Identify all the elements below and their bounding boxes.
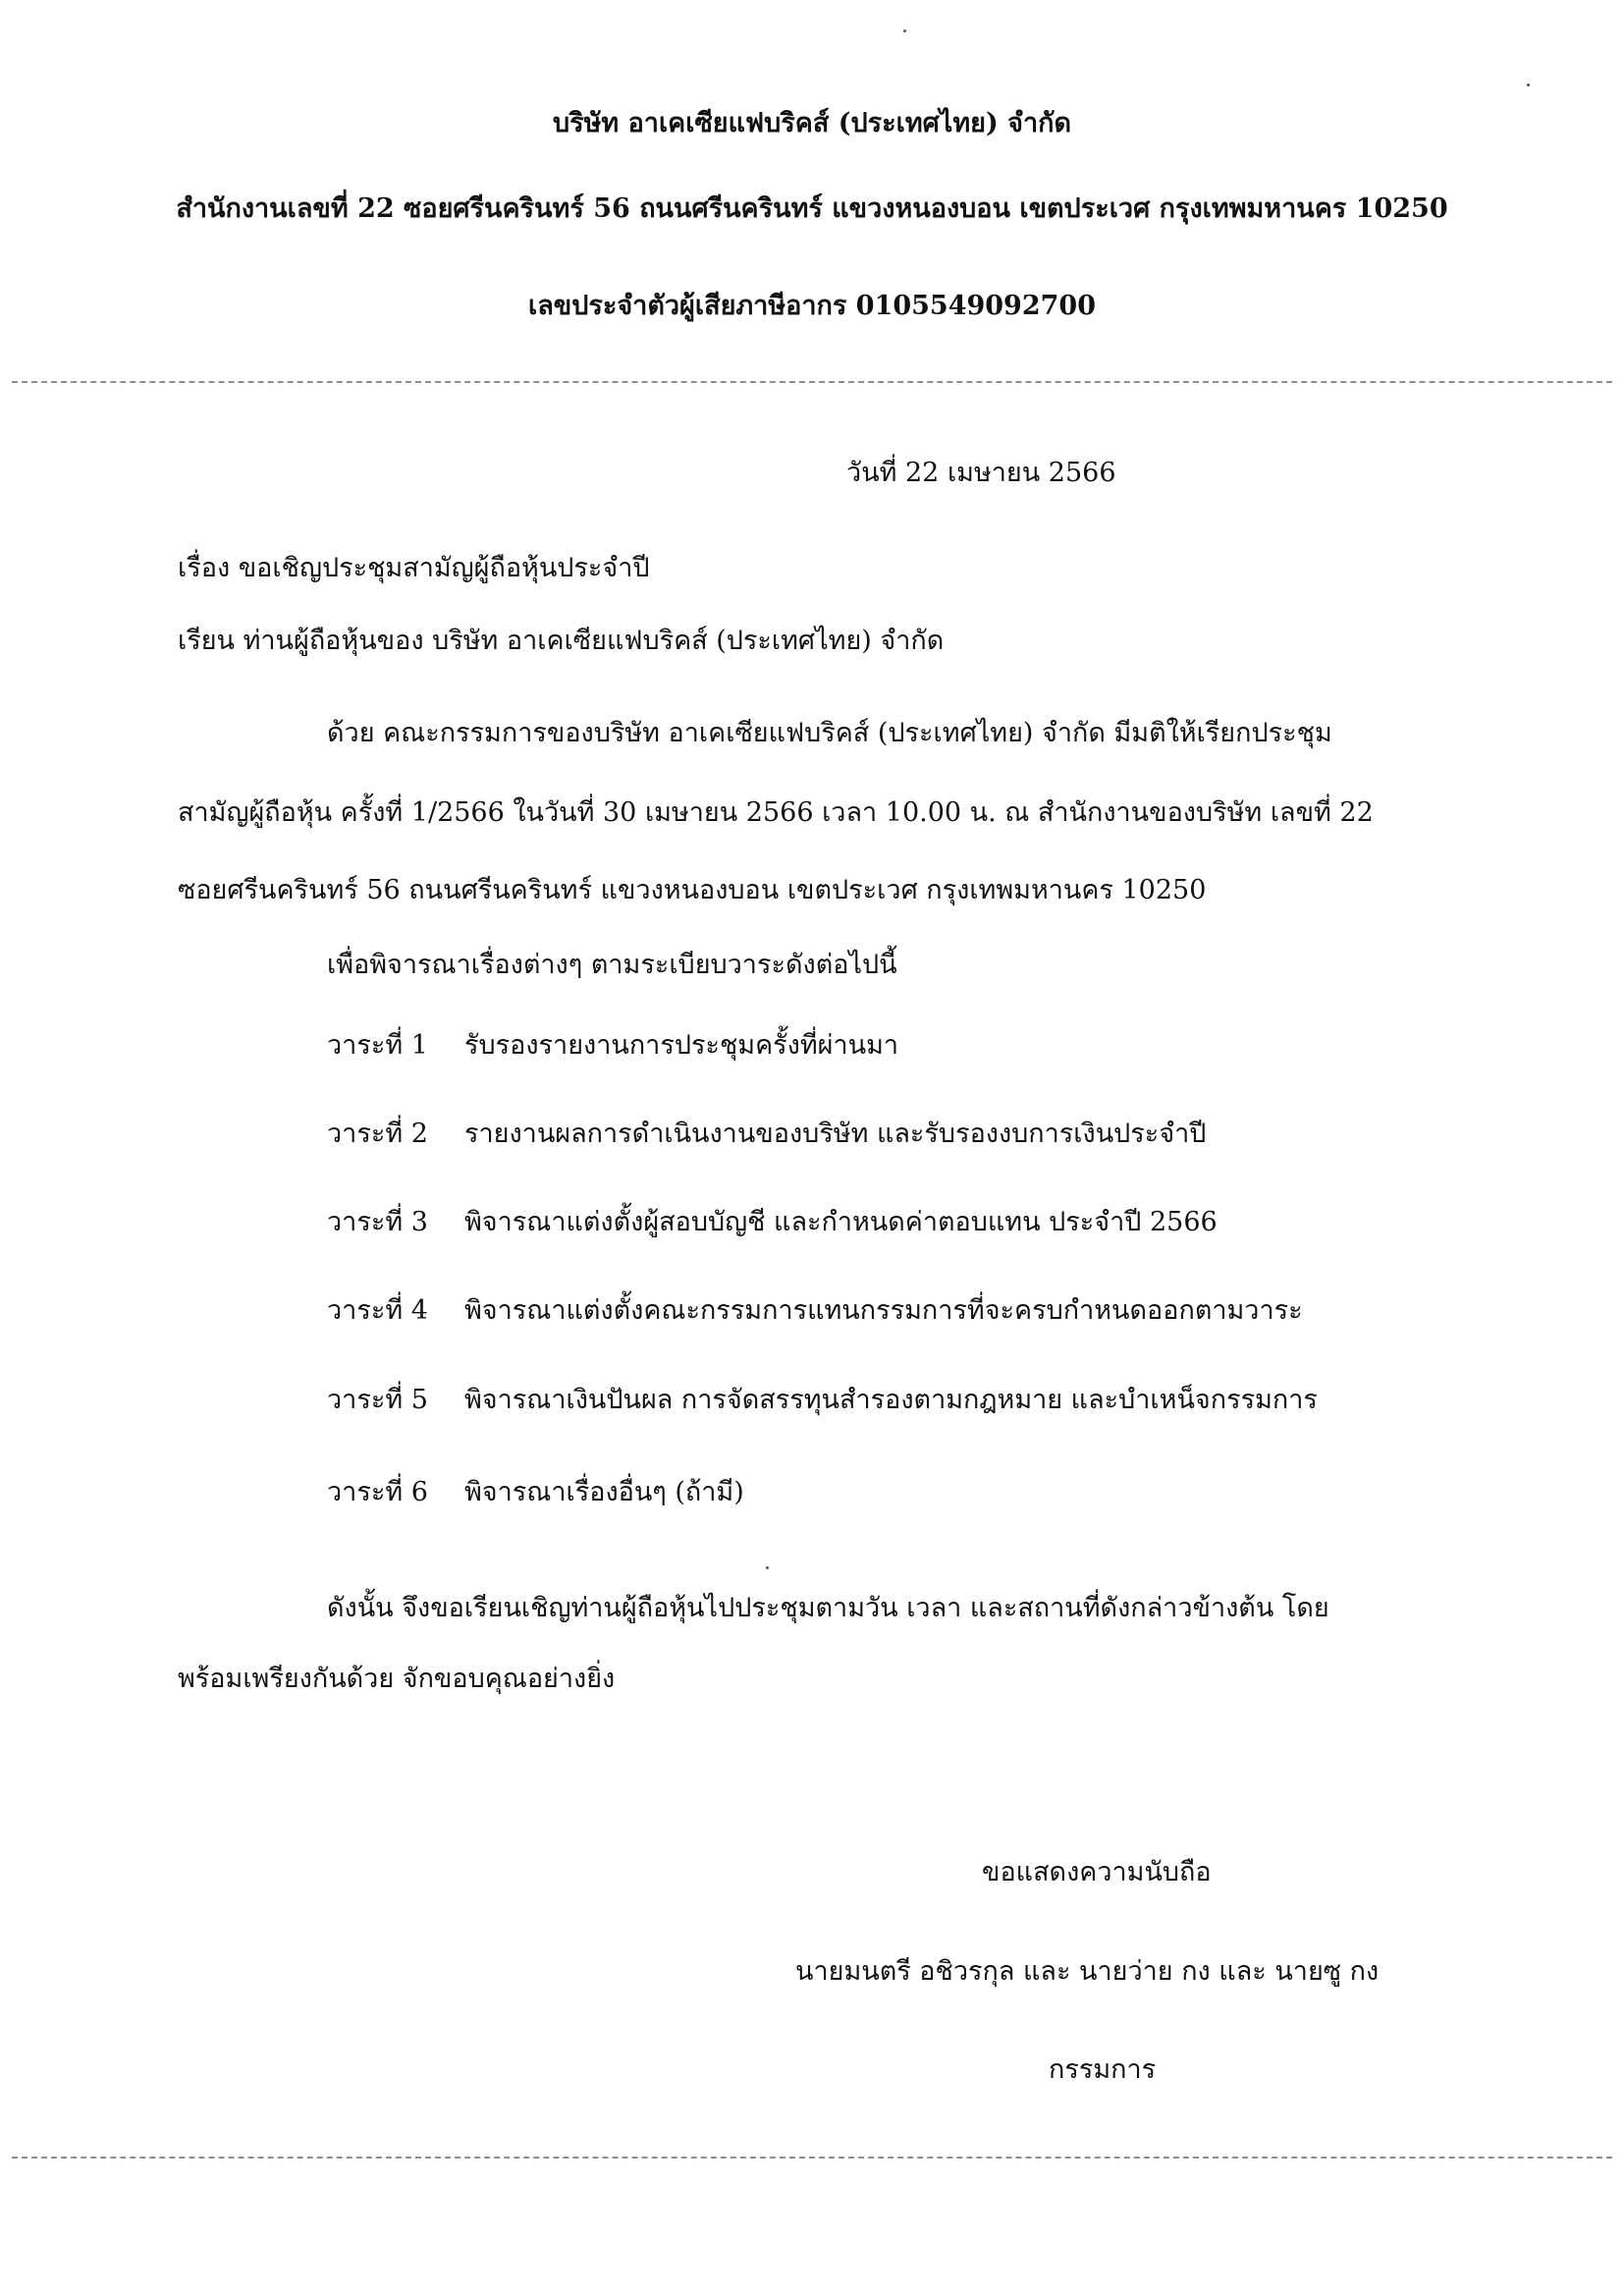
company-name: บริษัท อาเคเซียแฟบริคส์ (ประเทศไทย) จำกัด [552, 108, 1072, 138]
scan-speck [766, 1566, 769, 1569]
agenda-number: วาระที่ 4 [327, 1295, 428, 1326]
agenda-item [327, 1385, 1318, 1416]
body-line: ด้วย คณะกรรมการของบริษัท อาเคเซียแฟบริคส์ (ประเทศไทย) จำกัด มีมติให้เรียกประชุม [327, 718, 1332, 748]
footer-divider [12, 2157, 1612, 2159]
scan-speck [1527, 83, 1530, 86]
header-divider [12, 381, 1612, 383]
scan-speck [903, 29, 906, 32]
signoff-names: นายมนตรี อชิวรกุล และ นายว่าย กง และ นายซู กง [795, 1956, 1380, 1987]
tax-id: เลขประจำตัวผู้เสียภาษีอากร 0105549092700 [527, 291, 1096, 321]
agenda-item [327, 1477, 744, 1508]
agenda-number: วาระที่ 6 [327, 1477, 428, 1507]
agenda-number: วาระที่ 1 [327, 1030, 428, 1061]
body-line: สามัญผู้ถือหุ้น ครั้งที่ 1/2566 ในวันที่ 30 เมษายน 2566 เวลา 10.00 น. ณ สำนักงานของบริษัท เลขที่ 22 [178, 797, 1374, 828]
agenda-text: พิจารณาแต่งตั้งคณะกรรมการแทนกรรมการที่จะครบกำหนดออกตามวาระ [464, 1295, 1303, 1326]
signoff-regards: ขอแสดงความนับถือ [982, 1857, 1212, 1887]
agenda-text: รับรองรายงานการประชุมครั้งที่ผ่านมา [464, 1030, 899, 1061]
agenda-item [327, 1207, 1218, 1238]
agenda-text: รายงานผลการดำเนินงานของบริษัท และรับรองงบการเงินประจำปี [464, 1119, 1207, 1149]
agenda-text: พิจารณาแต่งตั้งผู้สอบบัญชี และกำหนดค่าตอบแทน ประจำปี 2566 [464, 1207, 1218, 1237]
body-line: ซอยศรีนครินทร์ 56 ถนนศรีนครินทร์ แขวงหนองบอน เขตประเวศ กรุงเทพมหานคร 10250 [178, 875, 1207, 905]
company-address: สำนักงานเลขที่ 22 ซอยศรีนครินทร์ 56 ถนนศรีนครินทร์ แขวงหนองบอน เขตประเวศ กรุงเทพมหานคร 10250 [176, 193, 1448, 224]
letter-date: วันที่ 22 เมษายน 2566 [846, 458, 1116, 488]
agenda-text: พิจารณาเรื่องอื่นๆ (ถ้ามี) [464, 1477, 744, 1507]
closing-line: พร้อมเพรียงกันด้วย จักขอบคุณอย่างยิ่ง [178, 1664, 616, 1694]
agenda-intro: เพื่อพิจารณาเรื่องต่างๆ ตามระเบียบวาระดังต่อไปนี้ [327, 950, 897, 980]
agenda-number: วาระที่ 2 [327, 1119, 428, 1149]
signoff-title: กรรมการ [1049, 2054, 1157, 2085]
agenda-item [327, 1119, 1206, 1150]
letter-subject: เรื่อง ขอเชิญประชุมสามัญผู้ถือหุ้นประจำปี [178, 553, 650, 583]
agenda-item [327, 1295, 1303, 1327]
letter-recipient: เรียน ท่านผู้ถือหุ้นของ บริษัท อาเคเซียแฟบริคส์ (ประเทศไทย) จำกัด [178, 626, 945, 656]
agenda-item [327, 1030, 898, 1062]
agenda-number: วาระที่ 3 [327, 1207, 428, 1237]
agenda-number: วาระที่ 5 [327, 1385, 428, 1415]
closing-line: ดังนั้น จึงขอเรียนเชิญท่านผู้ถือหุ้นไปประชุมตามวัน เวลา และสถานที่ดังกล่าวข้างต้น โดย [327, 1593, 1329, 1623]
agenda-text: พิจารณาเงินปันผล การจัดสรรทุนสำรองตามกฎหมาย และบำเหน็จกรรมการ [464, 1385, 1318, 1415]
